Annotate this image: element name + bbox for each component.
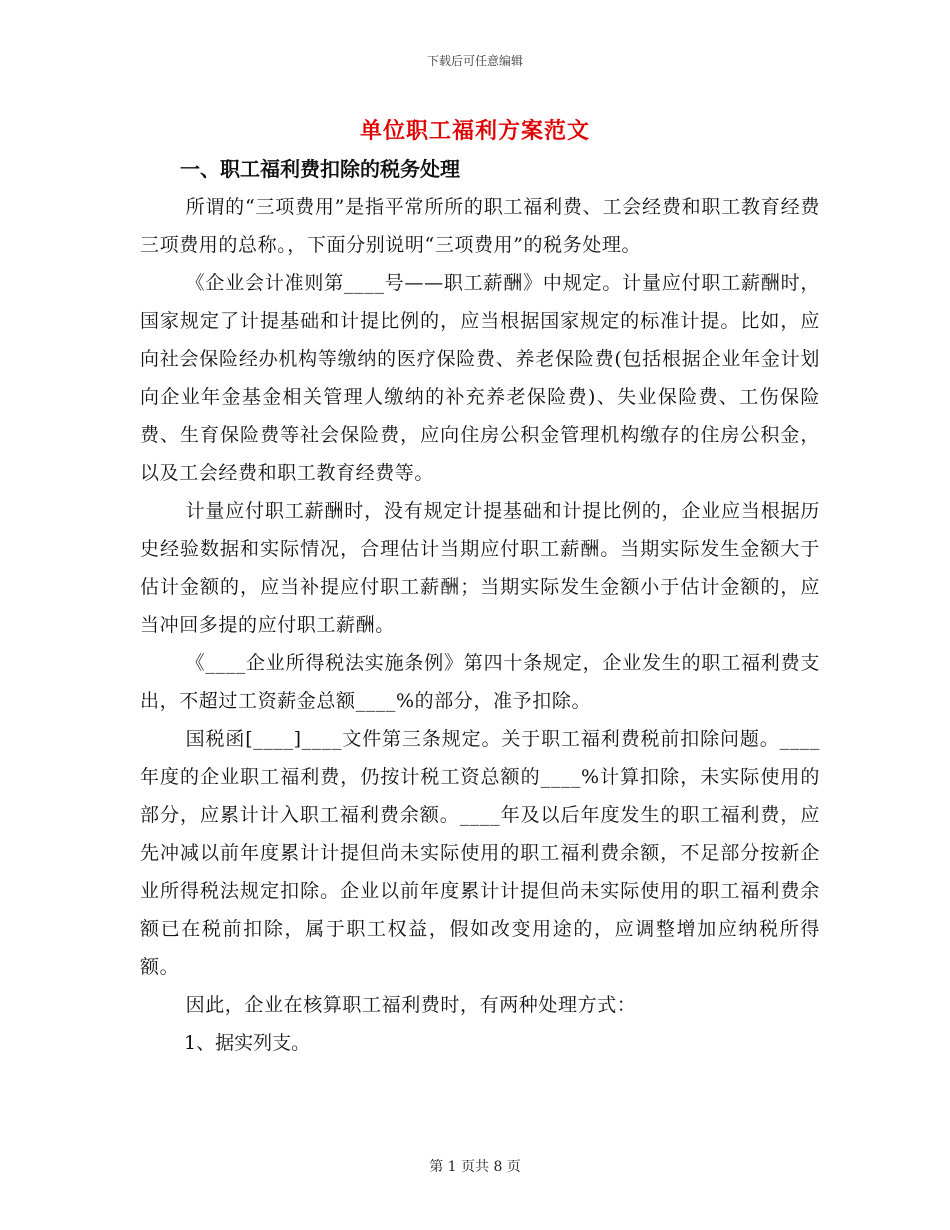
paragraph-no-basis: 计量应付职工薪酬时，没有规定计提基础和计提比例的，企业应当根据历史经验数据和实际情况，合理估计当期应付职工薪酬。当期实际发生金额大于估计金额的，应当补提应付职工薪酬；当期实际发生金额小于估计金额的，应当冲回多提的应付职工薪酬。	[140, 500, 820, 636]
page-footer: 第 1 页共 8 页	[429, 1159, 521, 1175]
list-item: 1、据实列支。	[184, 1032, 311, 1054]
paragraph-accounting-standard: 《企业会计准则第____号——职工薪酬》中规定。计量应付职工薪酬时，国家规定了计提基础和计提比例的，应当根据国家规定的标准计提。比如，应向社会保险经办机构等缴纳的医疗保险费、养老保险费(包括根据企业年金计划向企业年金基金相关管理人缴纳的补充养老保险费)、失业保险费、工伤保险费、生育保险费等社会保险费，应向住房公积金管理机构缴存的住房公积金，以及工会经费和职工教育经费等。	[140, 272, 820, 484]
paragraph-tax-law-article: 《____企业所得税法实施条例》第四十条规定，企业发生的职工福利费支出，不超过工资薪金总额____%的部分，准予扣除。	[140, 652, 820, 712]
paragraph-conclusion: 因此，企业在核算职工福利费时，有两种处理方式：	[185, 994, 637, 1016]
paragraph-tax-circular: 国税函[____]____文件第三条规定。关于职工福利费税前扣除问题。____年度的企业职工福利费，仍按计税工资总额的____%计算扣除，未实际使用的部分，应累计计入职工福利费余额。____年及以后年度发生的职工福利费，应先冲减以前年度累计计提但尚未实际使用的职工福利费余额，不足部分按新企业所得税法规定扣除。企业以前年度累计计提但尚未实际使用的职工福利费余额已在税前扣除，属于职工权益，假如改变用途的，应调整增加应纳税所得额。	[140, 728, 820, 978]
document-body	[140, 150, 820, 1062]
section-heading: 一、职工福利费扣除的税务处理	[180, 157, 460, 181]
paragraph-three-expenses: 所谓的“三项费用”是指平常所所的职工福利费、工会经费和职工教育经费三项费用的总称。，下面分别说明“三项费用”的税务处理。	[140, 196, 820, 256]
page-header: 下载后可任意编辑	[426, 54, 523, 68]
document-title: 单位职工福利方案范文	[359, 118, 590, 144]
